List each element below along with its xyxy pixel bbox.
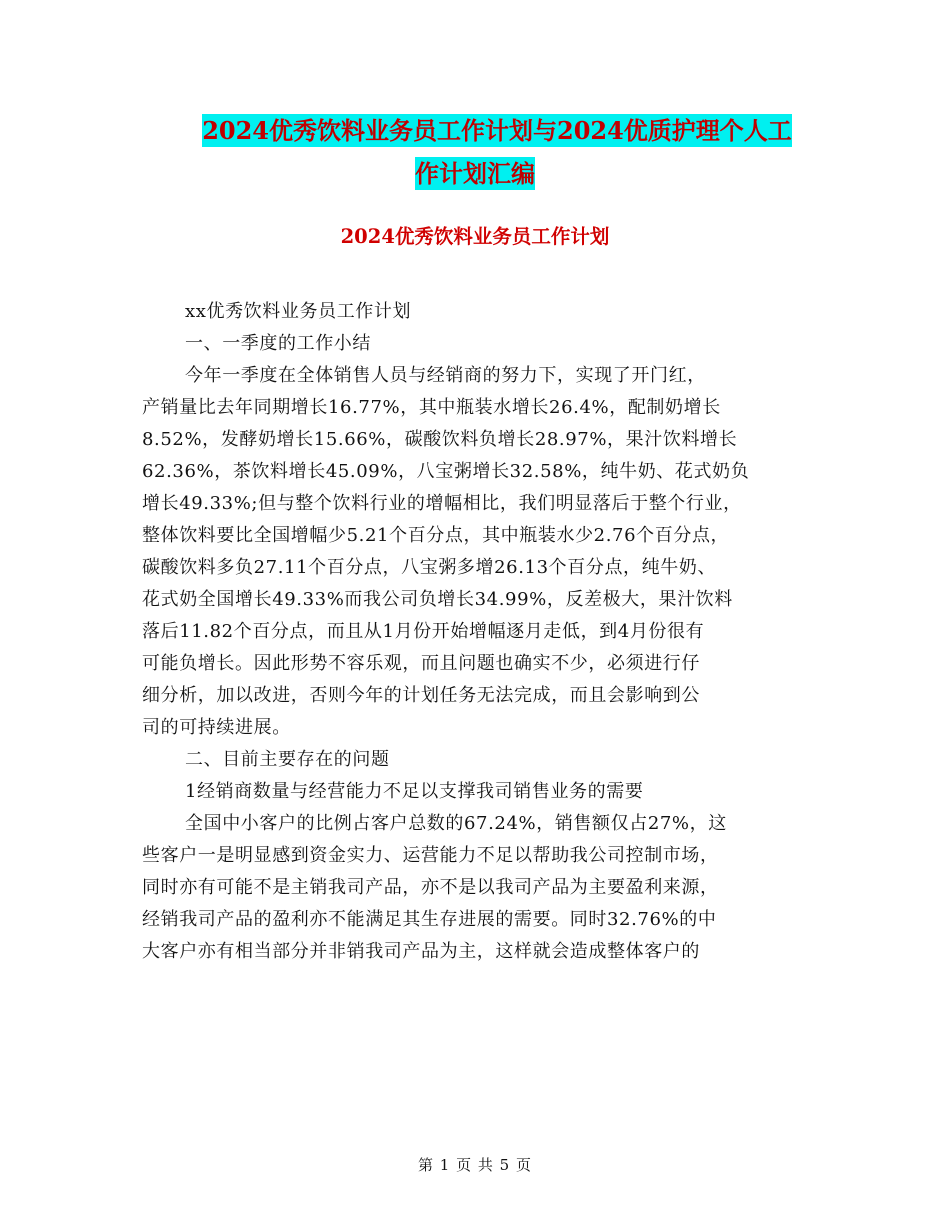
title-highlight: 作计划汇编 [415, 159, 535, 188]
section-title: 2024优秀饮料业务员工作计划 [340, 225, 610, 248]
document-title-line-2 [0, 154, 950, 194]
text-line: 整体饮料要比全国增幅少5.21个百分点，其中瓶装水少2.76个百分点， [142, 525, 730, 546]
text-line: 大客户亦有相当部分并非销我司产品为主，这样就会造成整体客户的 [142, 941, 700, 962]
text-line: 今年一季度在全体销售人员与经销商的努力下，实现了开门红， [185, 365, 706, 386]
text-line: 可能负增长。因此形势不容乐观，而且问题也确实不少，必须进行仔 [142, 653, 700, 674]
text-line: 花式奶全国增长49.33%而我公司负增长34.99%，反差极大，果汁饮料 [142, 589, 733, 610]
text-line: 司的可持续进展。 [142, 717, 291, 738]
text-line: 增长49.33%;但与整个饮料行业的增幅相比，我们明显落后于整个行业， [142, 493, 742, 514]
document-title-line-1 [22, 111, 950, 151]
text-line: 62.36%，茶饮料增长45.09%，八宝粥增长32.58%，纯牛奶、花式奶负 [142, 461, 750, 482]
text-line: 同时亦有可能不是主销我司产品，亦不是以我司产品为主要盈利来源， [142, 877, 719, 898]
text-line: xx优秀饮料业务员工作计划 [185, 301, 412, 322]
text-line: 产销量比去年同期增长16.77%，其中瓶装水增长26.4%，配制奶增长 [142, 397, 721, 418]
title-highlight: 2024优秀饮料业务员工作计划与2024优质护理个人工 [202, 116, 792, 145]
text-line: 一、一季度的工作小结 [185, 333, 371, 354]
text-line: 全国中小客户的比例占客户总数的67.24%，销售额仅占27%，这 [185, 813, 727, 834]
text-line: 碳酸饮料多负27.11个百分点，八宝粥多增26.13个百分点，纯牛奶、 [142, 557, 717, 578]
text-line: 二、目前主要存在的问题 [185, 749, 390, 770]
text-line: 8.52%，发酵奶增长15.66%，碳酸饮料负增长28.97%，果汁饮料增长 [142, 429, 738, 450]
text-line: 经销我司产品的盈利亦不能满足其生存进展的需要。同时32.76%的中 [142, 909, 717, 930]
text-line: 落后11.82个百分点，而且从1月份开始增幅逐月走低，到4月份很有 [142, 621, 705, 642]
page-footer: 第 1 页 共 5 页 [418, 1156, 532, 1174]
text-line: 些客户一是明显感到资金实力、运营能力不足以帮助我公司控制市场， [142, 845, 719, 866]
text-line: 1经销商数量与经营能力不足以支撑我司销售业务的需要 [185, 781, 644, 802]
text-line: 细分析，加以改进，否则今年的计划任务无法完成，而且会影响到公 [142, 685, 700, 706]
